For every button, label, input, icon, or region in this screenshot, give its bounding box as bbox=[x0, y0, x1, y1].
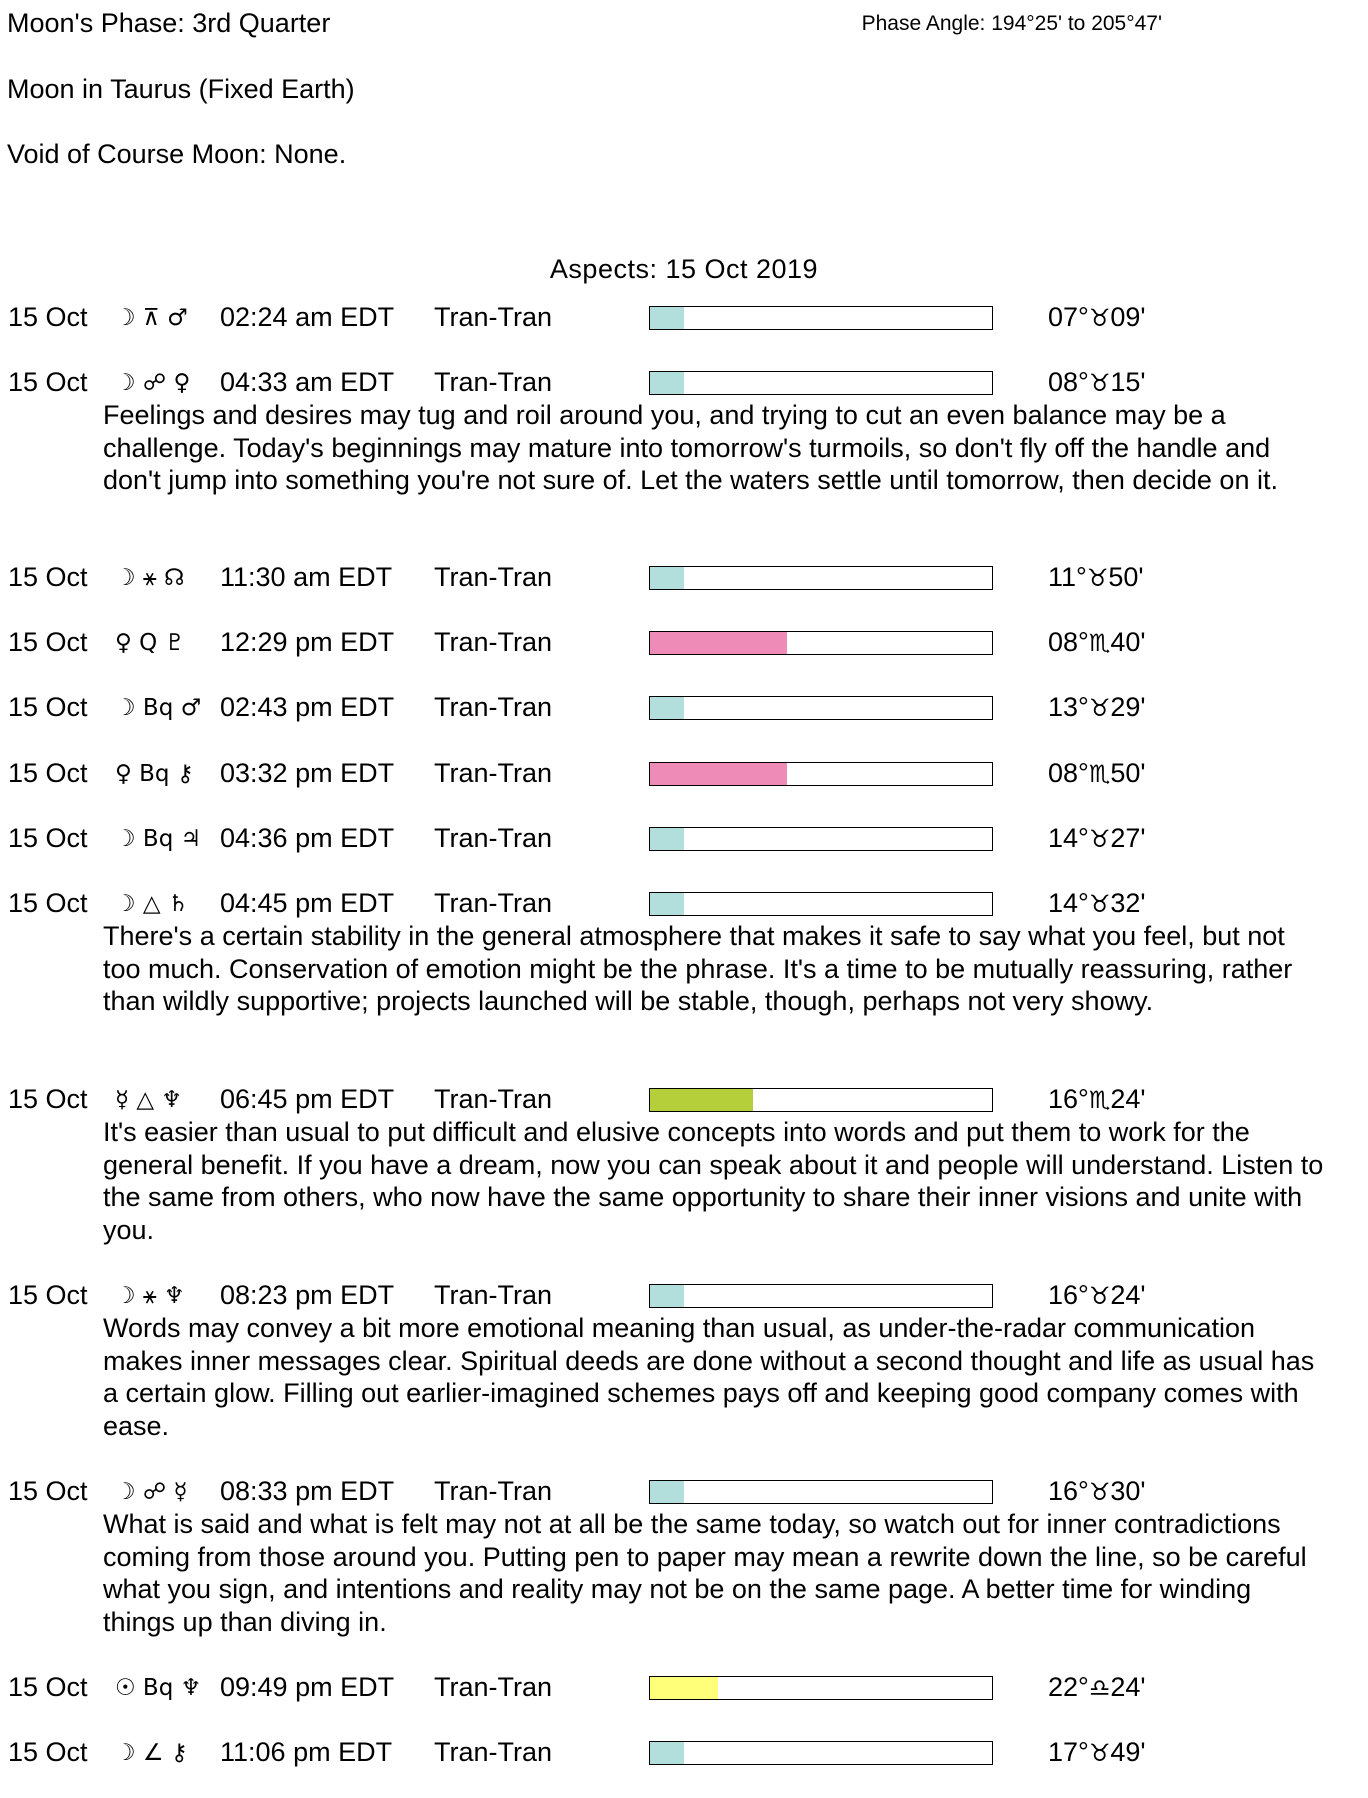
position-minutes: 50' bbox=[1110, 758, 1146, 788]
aspect-time: 03:32 pm EDT bbox=[220, 758, 395, 788]
zodiac-sign-icon: ♉ bbox=[1088, 825, 1111, 853]
position-minutes: 15' bbox=[1110, 367, 1146, 397]
strength-bar bbox=[649, 1088, 993, 1112]
position-minutes: 24' bbox=[1110, 1280, 1146, 1310]
aspect-time: 04:33 am EDT bbox=[220, 367, 395, 397]
moon-sign: Moon in Taurus (Fixed Earth) bbox=[7, 74, 355, 104]
void-of-course: Void of Course Moon: None. bbox=[7, 139, 347, 169]
aspect-glyphs: ☽ ∠ ⚷ bbox=[115, 1740, 188, 1766]
aspect-glyphs: ☽ Bq ♃ bbox=[115, 826, 202, 852]
aspect-description: It's easier than usual to put difficult and elusive concepts into words and put them to work for the general benefit. If you have a dream, now you can speak about it and people will understand. Listen to the same from others, who now have the same opportunity to share their inner visions and unite with you. bbox=[103, 1117, 1324, 1245]
zodiac-sign-icon: ♉ bbox=[1088, 1478, 1111, 1506]
aspect-date: 15 Oct bbox=[8, 888, 88, 918]
zodiac-sign-icon: ♉ bbox=[1088, 1282, 1111, 1310]
position-minutes: 09' bbox=[1110, 302, 1146, 332]
strength-fill bbox=[650, 567, 684, 589]
aspect-glyphs: ♀ Q ♇ bbox=[115, 630, 186, 656]
aspect-glyphs: ☽ ⚹ ☊ bbox=[115, 565, 185, 591]
aspect-position bbox=[1048, 1084, 1146, 1115]
aspect-time: 11:30 am EDT bbox=[220, 562, 393, 592]
aspect-kind: Tran-Tran bbox=[434, 692, 553, 722]
aspect-time: 08:23 pm EDT bbox=[220, 1280, 395, 1310]
aspect-date: 15 Oct bbox=[8, 758, 88, 788]
aspect-glyphs: ☽ △ ♄ bbox=[115, 891, 189, 917]
aspect-kind: Tran-Tran bbox=[434, 1280, 553, 1310]
phase-angle: Phase Angle: 194°25' to 205°47' bbox=[861, 12, 1162, 35]
strength-fill bbox=[650, 1089, 753, 1111]
aspect-time: 04:36 pm EDT bbox=[220, 823, 395, 853]
aspect-position bbox=[1048, 562, 1144, 593]
aspect-kind: Tran-Tran bbox=[434, 1672, 553, 1702]
aspect-row[interactable] bbox=[8, 1084, 1358, 1118]
aspect-row[interactable] bbox=[8, 823, 1358, 857]
zodiac-sign-icon: ♏ bbox=[1088, 629, 1111, 657]
position-minutes: 24' bbox=[1110, 1672, 1146, 1702]
aspect-time: 02:43 pm EDT bbox=[220, 692, 395, 722]
position-minutes: 29' bbox=[1110, 692, 1146, 722]
aspect-time: 04:45 pm EDT bbox=[220, 888, 395, 918]
aspect-row[interactable] bbox=[8, 302, 1358, 336]
aspect-time: 08:33 pm EDT bbox=[220, 1476, 395, 1506]
strength-bar bbox=[649, 696, 993, 720]
aspect-date: 15 Oct bbox=[8, 823, 88, 853]
aspect-date: 15 Oct bbox=[8, 627, 88, 657]
position-degree: 07° bbox=[1048, 302, 1089, 332]
position-degree: 08° bbox=[1048, 627, 1089, 657]
aspect-date: 15 Oct bbox=[8, 562, 88, 592]
strength-bar bbox=[649, 371, 993, 395]
aspect-position bbox=[1048, 888, 1146, 919]
strength-bar bbox=[649, 1284, 993, 1308]
aspect-date: 15 Oct bbox=[8, 367, 88, 397]
aspect-time: 02:24 am EDT bbox=[220, 302, 395, 332]
aspect-position bbox=[1048, 1672, 1146, 1703]
aspect-date: 15 Oct bbox=[8, 1476, 88, 1506]
zodiac-sign-icon: ♎ bbox=[1088, 1674, 1111, 1702]
position-degree: 11° bbox=[1048, 562, 1087, 592]
aspect-glyphs: ☉ Bq ♆ bbox=[115, 1675, 202, 1701]
position-minutes: 49' bbox=[1110, 1737, 1146, 1767]
aspect-description: Feelings and desires may tug and roil around you, and trying to cut an even balance may be a challenge. Today's beginnings may mature into tomorrow's turmoils, so don't fly off the handle and don't jump into something you're not sure of. Let the waters settle until tomorrow, then decide on it. bbox=[103, 400, 1278, 496]
aspect-glyphs: ♀ Bq ⚷ bbox=[115, 761, 194, 787]
aspect-description: Words may convey a bit more emotional meaning than usual, as under-the-radar communication makes inner messages clear. Spiritual deeds are done without a second thought and life as usual has a certain glow. Filling out earlier-imagined schemes pays off and keeping good company comes with ease. bbox=[103, 1313, 1315, 1441]
strength-fill bbox=[650, 763, 787, 785]
aspect-position bbox=[1048, 823, 1146, 854]
aspect-date: 15 Oct bbox=[8, 302, 88, 332]
aspect-row[interactable] bbox=[8, 1476, 1358, 1510]
position-degree: 08° bbox=[1048, 367, 1089, 397]
zodiac-sign-icon: ♉ bbox=[1088, 890, 1111, 918]
aspect-position bbox=[1048, 692, 1146, 723]
position-degree: 16° bbox=[1048, 1476, 1089, 1506]
aspect-date: 15 Oct bbox=[8, 1084, 88, 1114]
strength-fill bbox=[650, 893, 684, 915]
aspect-kind: Tran-Tran bbox=[434, 627, 553, 657]
aspect-glyphs: ☽ ☍ ♀ bbox=[115, 370, 191, 396]
aspect-position bbox=[1048, 1280, 1146, 1311]
strength-fill bbox=[650, 1742, 684, 1764]
aspect-kind: Tran-Tran bbox=[434, 302, 553, 332]
aspect-row[interactable] bbox=[8, 888, 1358, 922]
aspect-row[interactable] bbox=[8, 692, 1358, 726]
aspect-row[interactable] bbox=[8, 1737, 1358, 1771]
strength-fill bbox=[650, 372, 684, 394]
aspect-kind: Tran-Tran bbox=[434, 888, 553, 918]
zodiac-sign-icon: ♉ bbox=[1088, 304, 1111, 332]
aspect-glyphs: ☽ ☍ ☿ bbox=[115, 1479, 188, 1505]
position-minutes: 30' bbox=[1110, 1476, 1146, 1506]
aspects-title: Aspects: 15 Oct 2019 bbox=[549, 254, 819, 284]
aspect-kind: Tran-Tran bbox=[434, 758, 553, 788]
strength-bar bbox=[649, 631, 993, 655]
aspect-date: 15 Oct bbox=[8, 1737, 88, 1767]
aspect-position bbox=[1048, 367, 1146, 398]
aspect-date: 15 Oct bbox=[8, 692, 88, 722]
strength-fill bbox=[650, 307, 684, 329]
aspect-time: 11:06 pm EDT bbox=[220, 1737, 393, 1767]
position-degree: 17° bbox=[1048, 1737, 1089, 1767]
strength-fill bbox=[650, 828, 684, 850]
strength-bar bbox=[649, 827, 993, 851]
aspect-glyphs: ☽ ⊼ ♂ bbox=[115, 305, 188, 331]
position-degree: 14° bbox=[1048, 823, 1089, 853]
aspect-row[interactable] bbox=[8, 1672, 1358, 1706]
aspect-kind: Tran-Tran bbox=[434, 1737, 553, 1767]
zodiac-sign-icon: ♉ bbox=[1088, 1739, 1111, 1767]
strength-fill bbox=[650, 1481, 684, 1503]
aspect-time: 12:29 pm EDT bbox=[220, 627, 395, 657]
aspect-position bbox=[1048, 1476, 1146, 1507]
position-degree: 14° bbox=[1048, 888, 1089, 918]
position-degree: 22° bbox=[1048, 1672, 1089, 1702]
strength-fill bbox=[650, 1677, 718, 1699]
aspect-position bbox=[1048, 1737, 1146, 1768]
aspect-row[interactable] bbox=[8, 367, 1358, 401]
aspect-glyphs: ☽ Bq ♂ bbox=[115, 695, 202, 721]
aspect-row[interactable] bbox=[8, 562, 1358, 596]
position-minutes: 40' bbox=[1110, 627, 1146, 657]
aspect-date: 15 Oct bbox=[8, 1672, 88, 1702]
aspect-description: What is said and what is felt may not at all be the same today, so watch out for inner contradictions coming from those around you. Putting pen to paper may mean a rewrite down the line, so be careful what you sign, and intentions and reality may not be on the same page. A better time for winding things up than diving in. bbox=[103, 1509, 1307, 1637]
aspect-kind: Tran-Tran bbox=[434, 823, 553, 853]
aspect-row[interactable] bbox=[8, 1280, 1358, 1314]
position-degree: 16° bbox=[1048, 1280, 1089, 1310]
zodiac-sign-icon: ♏ bbox=[1088, 760, 1111, 788]
position-degree: 08° bbox=[1048, 758, 1089, 788]
strength-bar bbox=[649, 762, 993, 786]
strength-fill bbox=[650, 1285, 684, 1307]
aspect-description: There's a certain stability in the general atmosphere that makes it safe to say what you feel, but not too much. Conservation of emotion might be the phrase. It's a time to be mutually reassuring, rather than wildly supportive; projects launched will be stable, though, perhaps not very showy. bbox=[103, 921, 1293, 1017]
moon-phase: Moon's Phase: 3rd Quarter bbox=[7, 8, 331, 38]
strength-bar bbox=[649, 566, 993, 590]
aspect-kind: Tran-Tran bbox=[434, 1084, 553, 1114]
aspect-row[interactable] bbox=[8, 627, 1358, 661]
position-degree: 16° bbox=[1048, 1084, 1089, 1114]
zodiac-sign-icon: ♉ bbox=[1088, 369, 1111, 397]
strength-bar bbox=[649, 1676, 993, 1700]
aspect-time: 09:49 pm EDT bbox=[220, 1672, 395, 1702]
zodiac-sign-icon: ♉ bbox=[1086, 564, 1109, 592]
aspect-kind: Tran-Tran bbox=[434, 367, 553, 397]
strength-bar bbox=[649, 1741, 993, 1765]
position-minutes: 50' bbox=[1108, 562, 1144, 592]
strength-bar bbox=[649, 892, 993, 916]
position-minutes: 32' bbox=[1110, 888, 1146, 918]
aspect-kind: Tran-Tran bbox=[434, 562, 553, 592]
position-degree: 13° bbox=[1048, 692, 1089, 722]
strength-bar bbox=[649, 1480, 993, 1504]
strength-fill bbox=[650, 697, 684, 719]
aspect-kind: Tran-Tran bbox=[434, 1476, 553, 1506]
strength-fill bbox=[650, 632, 787, 654]
position-minutes: 27' bbox=[1110, 823, 1146, 853]
strength-bar bbox=[649, 306, 993, 330]
aspect-time: 06:45 pm EDT bbox=[220, 1084, 395, 1114]
position-minutes: 24' bbox=[1110, 1084, 1146, 1114]
aspect-position bbox=[1048, 758, 1146, 789]
aspect-glyphs: ☽ ⚹ ♆ bbox=[115, 1283, 185, 1309]
zodiac-sign-icon: ♉ bbox=[1088, 694, 1111, 722]
aspect-row[interactable] bbox=[8, 758, 1358, 792]
aspect-position bbox=[1048, 627, 1146, 658]
zodiac-sign-icon: ♏ bbox=[1088, 1086, 1111, 1114]
aspect-position bbox=[1048, 302, 1146, 333]
aspect-date: 15 Oct bbox=[8, 1280, 88, 1310]
aspect-glyphs: ☿ △ ♆ bbox=[115, 1087, 183, 1113]
